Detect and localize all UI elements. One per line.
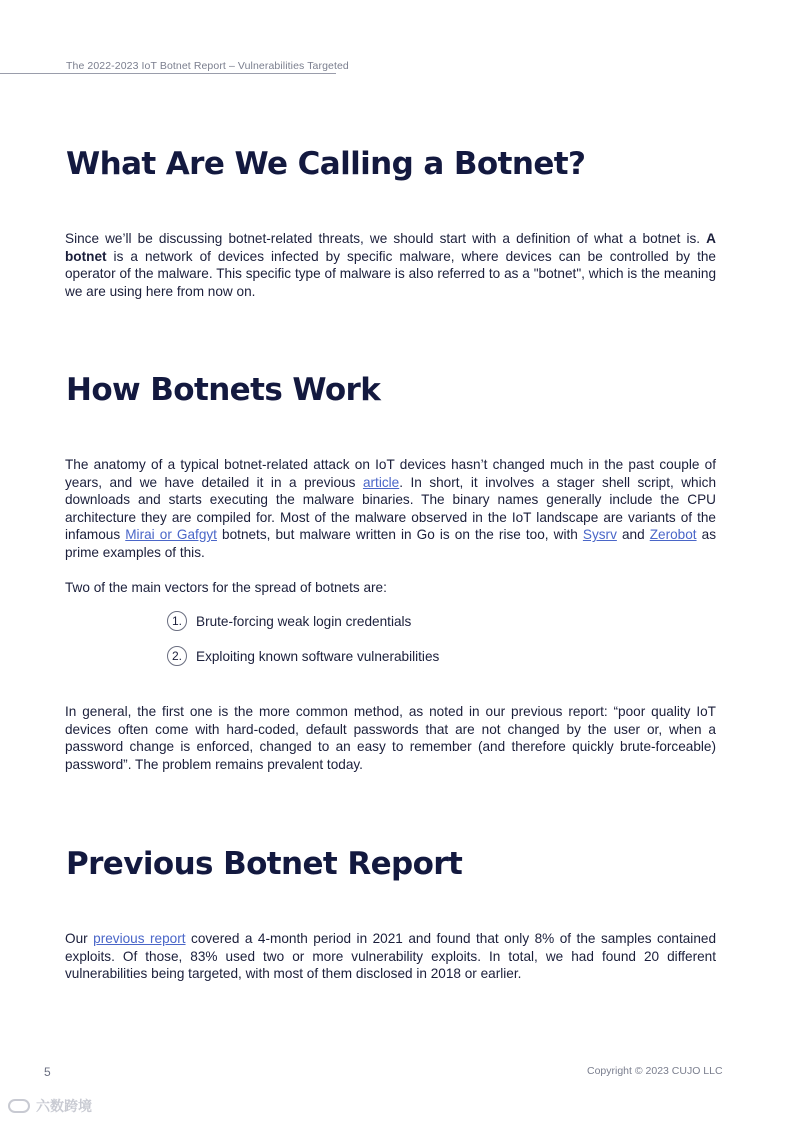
text-span: . In short, it involves a stager shell script, which downloads and starts executing the malware binaries. The binary names generally include the CPU architecture they are compiled for. Most of the malware observed in the IoT landscape are variants of the infamous bbox=[65, 474, 716, 542]
paragraph-botnet-definition bbox=[65, 230, 716, 300]
page-number: 5 bbox=[44, 1065, 51, 1079]
bold-term: A botnet bbox=[65, 231, 716, 264]
text-span: The anatomy of a typical botnet-related attack on IoT devices hasn’t changed much in the past couple of years, and we have detailed it in a previous bbox=[65, 457, 716, 490]
link-mirai-gafgyt[interactable]: Mirai or Gafgyt bbox=[125, 527, 217, 542]
watermark-text: 六数跨境 bbox=[36, 1098, 92, 1114]
text-span: as prime examples of this. bbox=[65, 527, 716, 560]
list-item-text: Exploiting known software vulnerabilities bbox=[196, 648, 440, 664]
paragraph-previous-report bbox=[65, 930, 716, 983]
header-rule bbox=[0, 73, 336, 74]
heading-how-botnets-work: How Botnets Work bbox=[66, 372, 381, 408]
link-previous-report[interactable]: previous report bbox=[93, 931, 186, 946]
copyright-notice: Copyright © 2023 CUJO LLC bbox=[587, 1065, 723, 1077]
link-article[interactable]: article bbox=[362, 474, 400, 490]
list-number-badge: 1. bbox=[167, 611, 187, 631]
text-span: Since we’ll be discussing botnet-related threats, we should start with a definition of what a botnet is. bbox=[65, 231, 707, 246]
heading-what-is-botnet: What Are We Calling a Botnet? bbox=[66, 146, 586, 182]
paragraph-botnet-anatomy bbox=[65, 456, 716, 561]
text-span: Our bbox=[65, 931, 94, 946]
list-item bbox=[167, 611, 411, 631]
text-span: covered a 4-month period in 2021 and found that only 8% of the samples contained exploits. Of those, 83% used two or more vulnerability exploits. In total, we had found 20 different vulnerabilities being targeted, with most of them disclosed in 2018 or earlier. bbox=[65, 931, 717, 981]
list-item bbox=[167, 646, 439, 666]
running-header: The 2022-2023 IoT Botnet Report – Vulnerabilities Targeted bbox=[66, 60, 349, 72]
link-zerobot[interactable]: Zerobot bbox=[649, 527, 697, 542]
list-item-text: Brute-forcing weak login credentials bbox=[196, 613, 412, 629]
text-span: and bbox=[616, 527, 650, 542]
paragraph-main-vectors: Two of the main vectors for the spread of botnets are: bbox=[65, 580, 387, 595]
watermark bbox=[8, 1096, 92, 1116]
link-sysrv[interactable]: Sysrv bbox=[582, 527, 617, 542]
paragraph-brute-force: In general, the first one is the more common method, as noted in our previous report: “poor quality IoT devices often come with hard-coded, default passwords that are not changed by the user or, when a password change is enforced, changed to an easy to remember (and therefore quickly brute-forceable) password”. The problem remains prevalent today. bbox=[65, 704, 716, 772]
text-span: is a network of devices infected by specific malware, where devices can be controlled by the operator of the malware. This specific type of malware is also referred to as a "botnet", which is the meaning we are using here from now on. bbox=[65, 248, 716, 299]
heading-previous-report: Previous Botnet Report bbox=[66, 846, 463, 882]
list-number-badge: 2. bbox=[167, 646, 187, 666]
text-span: botnets, but malware written in Go is on the rise too, with bbox=[216, 527, 583, 542]
watermark-logo-icon bbox=[8, 1099, 30, 1113]
